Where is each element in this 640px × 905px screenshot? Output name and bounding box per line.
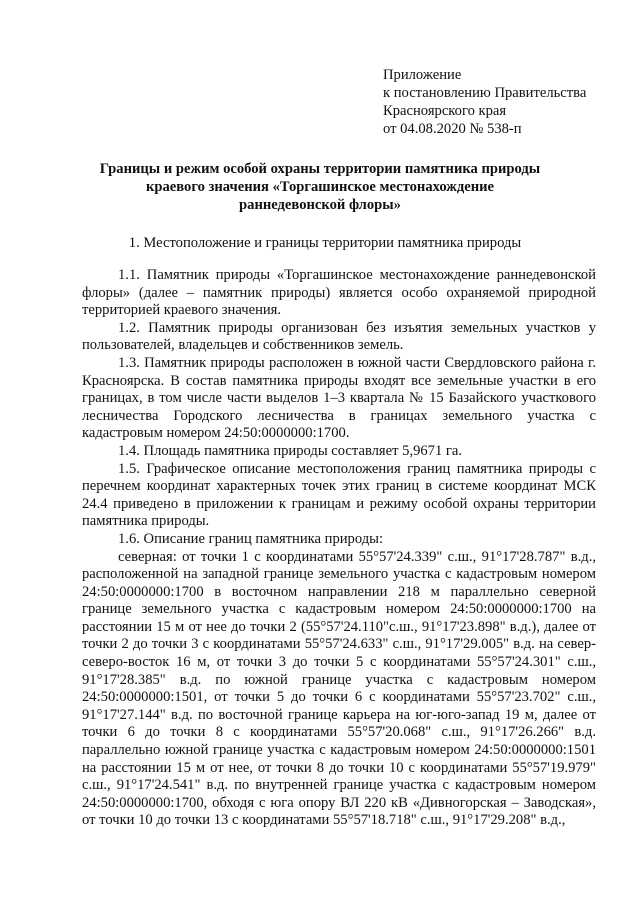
paragraph: 1.4. Площадь памятника природы составляет 5,9671 га. [118, 442, 463, 459]
appendix-line: от 04.08.2020 № 538-п [383, 121, 522, 137]
paragraph: 1.1. Памятник природы «Торгашинское местонахождение раннедевонской флоры» (далее – памятник природы) является особо охраняемой природной территорией краевого значения. [82, 267, 596, 319]
section-heading: 1. Местоположение и границы территории памятника природы [128, 235, 522, 251]
paragraph-north-boundary: северная: от точки 1 с координатами 55°57'24.339" с.ш., 91°17'28.787" в.д., расположенной на западной границе земельного участка с кадастровым номером 24:50:0000000:1700 в восточном направлении 218 м параллельно северной границе земельного участка с кадастровым номером 24:50:0000000:1700 на расстоянии 15 м от нее до точки 2 (55°57'24.110"с.ш., 91°17'23.898" в.д.), далее от точки 2 до точки 3 с координатами 55°57'24.633" с.ш., 91°17'29.005" в.д. на север-северо-восток 16 м, от точки 3 до точки 5 с координатами 55°57'24.301" с.ш., 91°17'28.385" в.д. по южной границе участка с кадастровым номером 24:50:0000000:1501, от точки 5 до точки 6 с координатами 55°57'23.702" с.ш., 91°17'27.144" в.д. по восточной границе карьера на юг-юго-запад 19 м, далее от точки 6 до точки 8 с координатами 55°57'20.068" с.ш., 91°17'26.266" в.д. параллельно южной границе участка с кадастровым номером 24:50:0000000:1501 на расстоянии 15 м от нее, от точки 8 до точки 10 с координатами 55°57'19.979" с.ш., 91°17'24.541" в.д. по внутренней границе участка с кадастровым номером 24:50:0000000:1700, обходя с юга опору ВЛ 220 кВ «Дивногорская – Заводская», от точки 10 до точки 13 с координатами 55°57'18.718" с.ш., 91°17'29.208" в.д., [82, 548, 596, 829]
paragraph: 1.2. Памятник природы организован без изъятия земельных участков у пользователей, владельцев и собственников земель. [82, 319, 596, 354]
title-line: Границы и режим особой охраны территории памятника природы [99, 161, 541, 177]
paragraph: 1.6. Описание границ памятника природы: [118, 530, 384, 547]
appendix-line: Красноярского края [383, 103, 507, 119]
appendix-line: к постановлению Правительства [383, 85, 587, 101]
paragraph: 1.3. Памятник природы расположен в южной части Свердловского района г. Красноярска. В состав памятника природы входят все земельные участки в его границах, в том числе части выделов 1–3 квартала № 15 Базайского участкового лесничества Городского лесничества в границах земельного участка с кадастровым номером 24:50:0000000:1700. [82, 354, 596, 442]
title-line: раннедевонской флоры» [239, 197, 401, 213]
paragraph: 1.5. Графическое описание местоположения границ памятника природы с перечнем координат характерных точек этих границ в системе координат МСК 24.4 приведено в приложении к границам и режиму особой охраны территории памятника природы. [82, 460, 596, 530]
appendix-line: Приложение [383, 67, 462, 83]
title-line: краевого значения «Торгашинское местонахождение [145, 179, 495, 195]
appendix-block [383, 66, 586, 138]
document-body [82, 267, 596, 830]
document-title [60, 160, 580, 214]
